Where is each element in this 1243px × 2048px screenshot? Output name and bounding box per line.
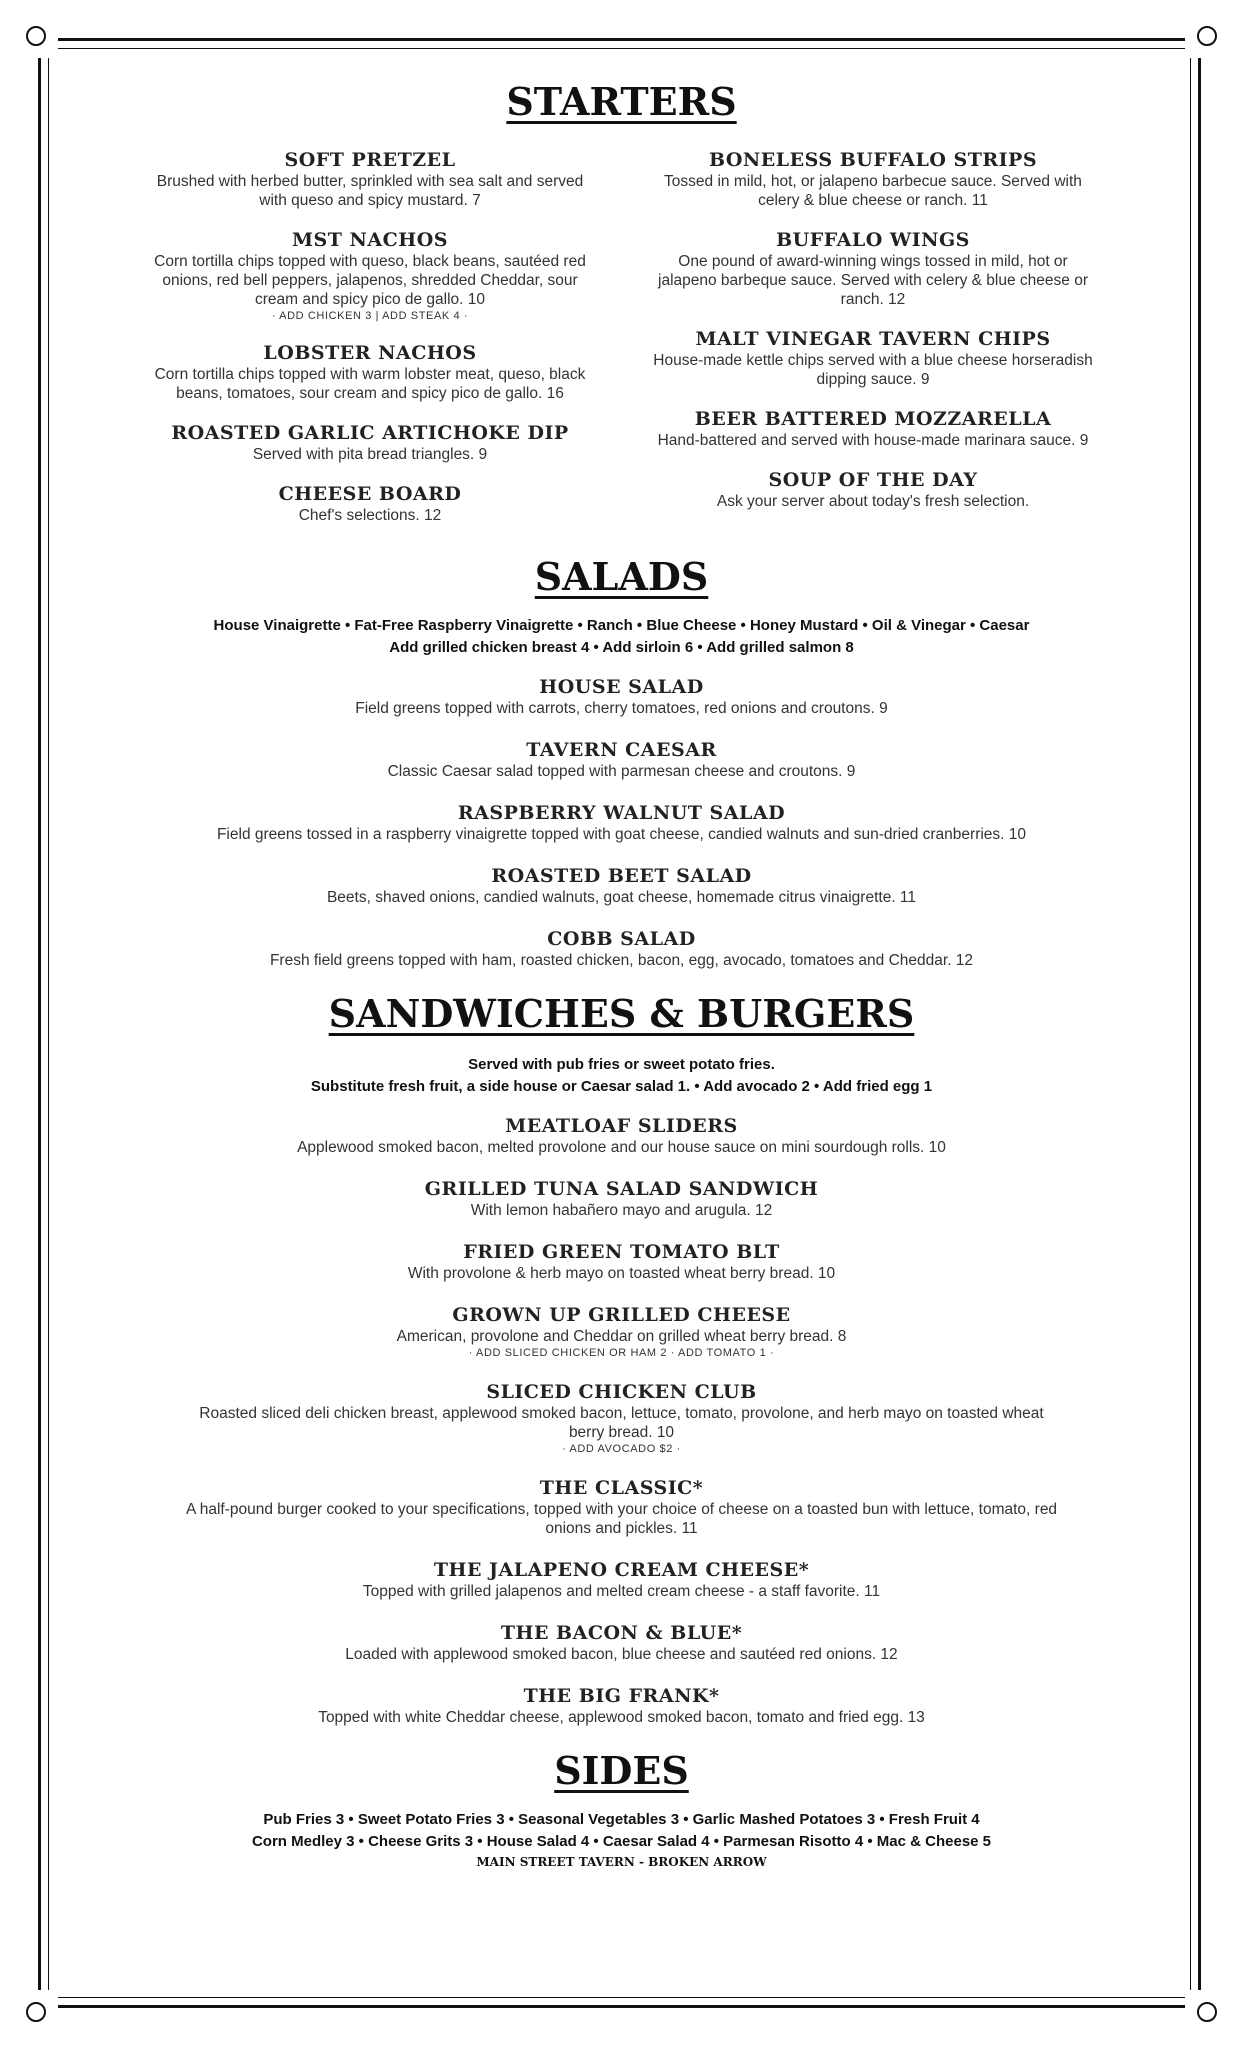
menu-item — [182, 1240, 1062, 1283]
menu-item-description: House-made kettle chips served with a blue cheese horseradish dipping sauce. 9 — [653, 352, 1093, 388]
frame-corner-ornament — [36, 36, 58, 58]
menu-item — [182, 1684, 1062, 1727]
menu-item-name: SOUP OF THE DAY — [768, 469, 978, 491]
menu-item — [182, 927, 1062, 970]
menu-item-description: With provolone & herb mayo on toasted wheat berry bread. 10 — [407, 1265, 836, 1282]
menu-item — [150, 341, 590, 403]
starters-columns — [60, 148, 1183, 543]
menu-item — [150, 482, 590, 525]
menu-item-description: Topped with grilled jalapenos and melted cream cheese - a staff favorite. 11 — [362, 1583, 881, 1600]
menu-item — [182, 1558, 1062, 1601]
menu-item-name: THE CLASSIC* — [539, 1477, 704, 1499]
menu-item-description: American, provolone and Cheddar on grilled wheat berry bread. 8 — [396, 1328, 847, 1345]
sandwich-served-with: Served with pub fries or sweet potato fries. — [468, 1056, 775, 1073]
menu-item-description: Corn tortilla chips topped with warm lobster meat, queso, black beans, tomatoes, sour cream and spicy pico de gallo. 16 — [154, 366, 586, 402]
sides-title: SIDES — [554, 1748, 689, 1793]
frame-corner-ornament — [1185, 36, 1207, 58]
menu-item-description: Hand-battered and served with house-made marinara sauce. 9 — [657, 432, 1089, 449]
menu-item-name: THE BACON & BLUE* — [500, 1622, 743, 1644]
salad-addons: Add grilled chicken breast 4 • Add sirloin 6 • Add grilled salmon 8 — [389, 639, 854, 656]
salad-dressings: House Vinaigrette • Fat-Free Raspberry Vinaigrette • Ranch • Blue Cheese • Honey Mustard • Oil & Vinegar • Caesar — [213, 617, 1030, 634]
sandwich-substitutions: Substitute fresh fruit, a side house or Caesar salad 1. • Add avocado 2 • Add fried egg 1 — [310, 1078, 933, 1095]
sandwiches-list — [60, 1114, 1183, 1727]
sandwiches-title: SANDWICHES & BURGERS — [328, 991, 915, 1036]
menu-item — [150, 228, 590, 323]
menu-item — [653, 228, 1093, 309]
menu-item-description: With lemon habañero mayo and arugula. 12 — [470, 1202, 773, 1219]
menu-item-name: THE JALAPENO CREAM CHEESE* — [433, 1559, 810, 1581]
sandwich-options — [60, 1054, 1183, 1098]
frame-corner-ornament — [1185, 1990, 1207, 2012]
menu-item-description: Field greens topped with carrots, cherry tomatoes, red onions and croutons. 9 — [355, 700, 888, 717]
menu-item-addon-note: · ADD AVOCADO $2 · — [562, 1443, 681, 1455]
menu-item-name: BEER BATTERED MOZZARELLA — [694, 408, 1052, 430]
menu-item-description: Corn tortilla chips topped with queso, black beans, sautéed red onions, red bell peppers, jalapenos, shredded Cheddar, sour cream and spicy pico de gallo. 10 — [154, 253, 586, 308]
menu-item-name: SOFT PRETZEL — [284, 149, 456, 171]
menu-item-name: GROWN UP GRILLED CHEESE — [452, 1304, 791, 1326]
menu-item-description: Fresh field greens topped with ham, roasted chicken, bacon, egg, avocado, tomatoes and Cheddar. 12 — [269, 952, 974, 969]
menu-item-description: Topped with white Cheddar cheese, applewood smoked bacon, tomato and fried egg. 13 — [318, 1709, 925, 1726]
menu-item — [182, 1114, 1062, 1157]
menu-item-description: Served with pita bread triangles. 9 — [252, 446, 488, 463]
menu-item-name: COBB SALAD — [547, 928, 696, 950]
menu-item — [182, 1303, 1062, 1360]
salads-list — [60, 675, 1183, 970]
menu-item-name: ROASTED GARLIC ARTICHOKE DIP — [171, 422, 569, 444]
starters-right-column — [653, 148, 1093, 543]
menu-item-addon-note: · ADD SLICED CHICKEN OR HAM 2 · ADD TOMATO 1 · — [468, 1347, 775, 1359]
starters-left-column — [150, 148, 590, 543]
menu-item — [182, 1476, 1062, 1538]
menu-item-description: Classic Caesar salad topped with parmesan cheese and croutons. 9 — [387, 763, 856, 780]
menu-item-name: MALT VINEGAR TAVERN CHIPS — [695, 328, 1051, 350]
menu-item-name: MST NACHOS — [292, 229, 448, 251]
menu-item-name: SLICED CHICKEN CLUB — [486, 1381, 757, 1403]
starters-title: STARTERS — [506, 79, 737, 124]
menu-item-description: Beets, shaved onions, candied walnuts, goat cheese, homemade citrus vinaigrette. 11 — [326, 889, 917, 906]
menu-item — [182, 738, 1062, 781]
salad-options — [60, 615, 1183, 659]
menu-item-description: Loaded with applewood smoked bacon, blue cheese and sautéed red onions. 12 — [345, 1646, 898, 1663]
menu-item-name: ROASTED BEET SALAD — [491, 865, 752, 887]
menu-item — [150, 421, 590, 464]
menu-item — [182, 801, 1062, 844]
salads-title: SALADS — [534, 554, 709, 599]
menu-item — [653, 468, 1093, 511]
sides-options — [60, 1809, 1183, 1853]
menu-item-name: THE BIG FRANK* — [523, 1685, 720, 1707]
menu-item-name: BUFFALO WINGS — [776, 229, 970, 251]
menu-item — [182, 1380, 1062, 1456]
menu-item-description: Brushed with herbed butter, sprinkled with sea salt and served with queso and spicy mustard. 7 — [156, 173, 584, 209]
menu-item-name: HOUSE SALAD — [539, 676, 704, 698]
menu-item-description: A half-pound burger cooked to your specifications, topped with your choice of cheese on a toasted bun with lettuce, tomato, red onions and pickles. 11 — [185, 1501, 1058, 1537]
sides-line: Pub Fries 3 • Sweet Potato Fries 3 • Seasonal Vegetables 3 • Garlic Mashed Potatoes 3 • Fresh Fruit 4 — [263, 1811, 980, 1828]
menu-content — [60, 74, 1183, 1869]
menu-item — [150, 148, 590, 210]
menu-item — [182, 675, 1062, 718]
menu-item-name: GRILLED TUNA SALAD SANDWICH — [424, 1178, 819, 1200]
menu-item-description: Tossed in mild, hot, or jalapeno barbecue sauce. Served with celery & blue cheese or ranch. 11 — [664, 173, 1082, 209]
menu-item-description: Ask your server about today's fresh selection. — [716, 493, 1030, 510]
menu-item-description: Roasted sliced deli chicken breast, applewood smoked bacon, lettuce, tomato, provolone, and herb mayo on toasted wheat berry bread. 10 — [199, 1405, 1044, 1441]
menu-item-name: RASPBERRY WALNUT SALAD — [457, 802, 786, 824]
menu-item-description: One pound of award-winning wings tossed in mild, hot or jalapeno barbeque sauce. Served with celery & blue cheese or ranch. 12 — [658, 253, 1088, 308]
menu-item-name: CHEESE BOARD — [278, 483, 462, 505]
menu-item — [653, 327, 1093, 389]
menu-item-name: LOBSTER NACHOS — [263, 342, 477, 364]
menu-item — [182, 1621, 1062, 1664]
menu-item-name: BONELESS BUFFALO STRIPS — [708, 149, 1038, 171]
menu-item — [653, 407, 1093, 450]
frame-corner-ornament — [36, 1990, 58, 2012]
menu-item-addon-note: · ADD CHICKEN 3 | ADD STEAK 4 · — [271, 310, 469, 322]
restaurant-footer: MAIN STREET TAVERN - BROKEN ARROW — [476, 1855, 767, 1869]
menu-item-description: Chef's selections. 12 — [298, 507, 442, 524]
menu-item-name: TAVERN CAESAR — [526, 739, 717, 761]
menu-item-name: FRIED GREEN TOMATO BLT — [463, 1241, 780, 1263]
menu-item-description: Field greens tossed in a raspberry vinaigrette topped with goat cheese, candied walnuts and sun-dried cranberries. 10 — [216, 826, 1027, 843]
menu-item-name: MEATLOAF SLIDERS — [505, 1115, 738, 1137]
menu-item-description: Applewood smoked bacon, melted provolone and our house sauce on mini sourdough rolls. 10 — [297, 1139, 946, 1156]
sides-line: Corn Medley 3 • Cheese Grits 3 • House Salad 4 • Caesar Salad 4 • Parmesan Risotto 4 • Mac & Cheese 5 — [251, 1833, 992, 1850]
menu-item — [182, 864, 1062, 907]
menu-item — [653, 148, 1093, 210]
menu-item — [182, 1177, 1062, 1220]
